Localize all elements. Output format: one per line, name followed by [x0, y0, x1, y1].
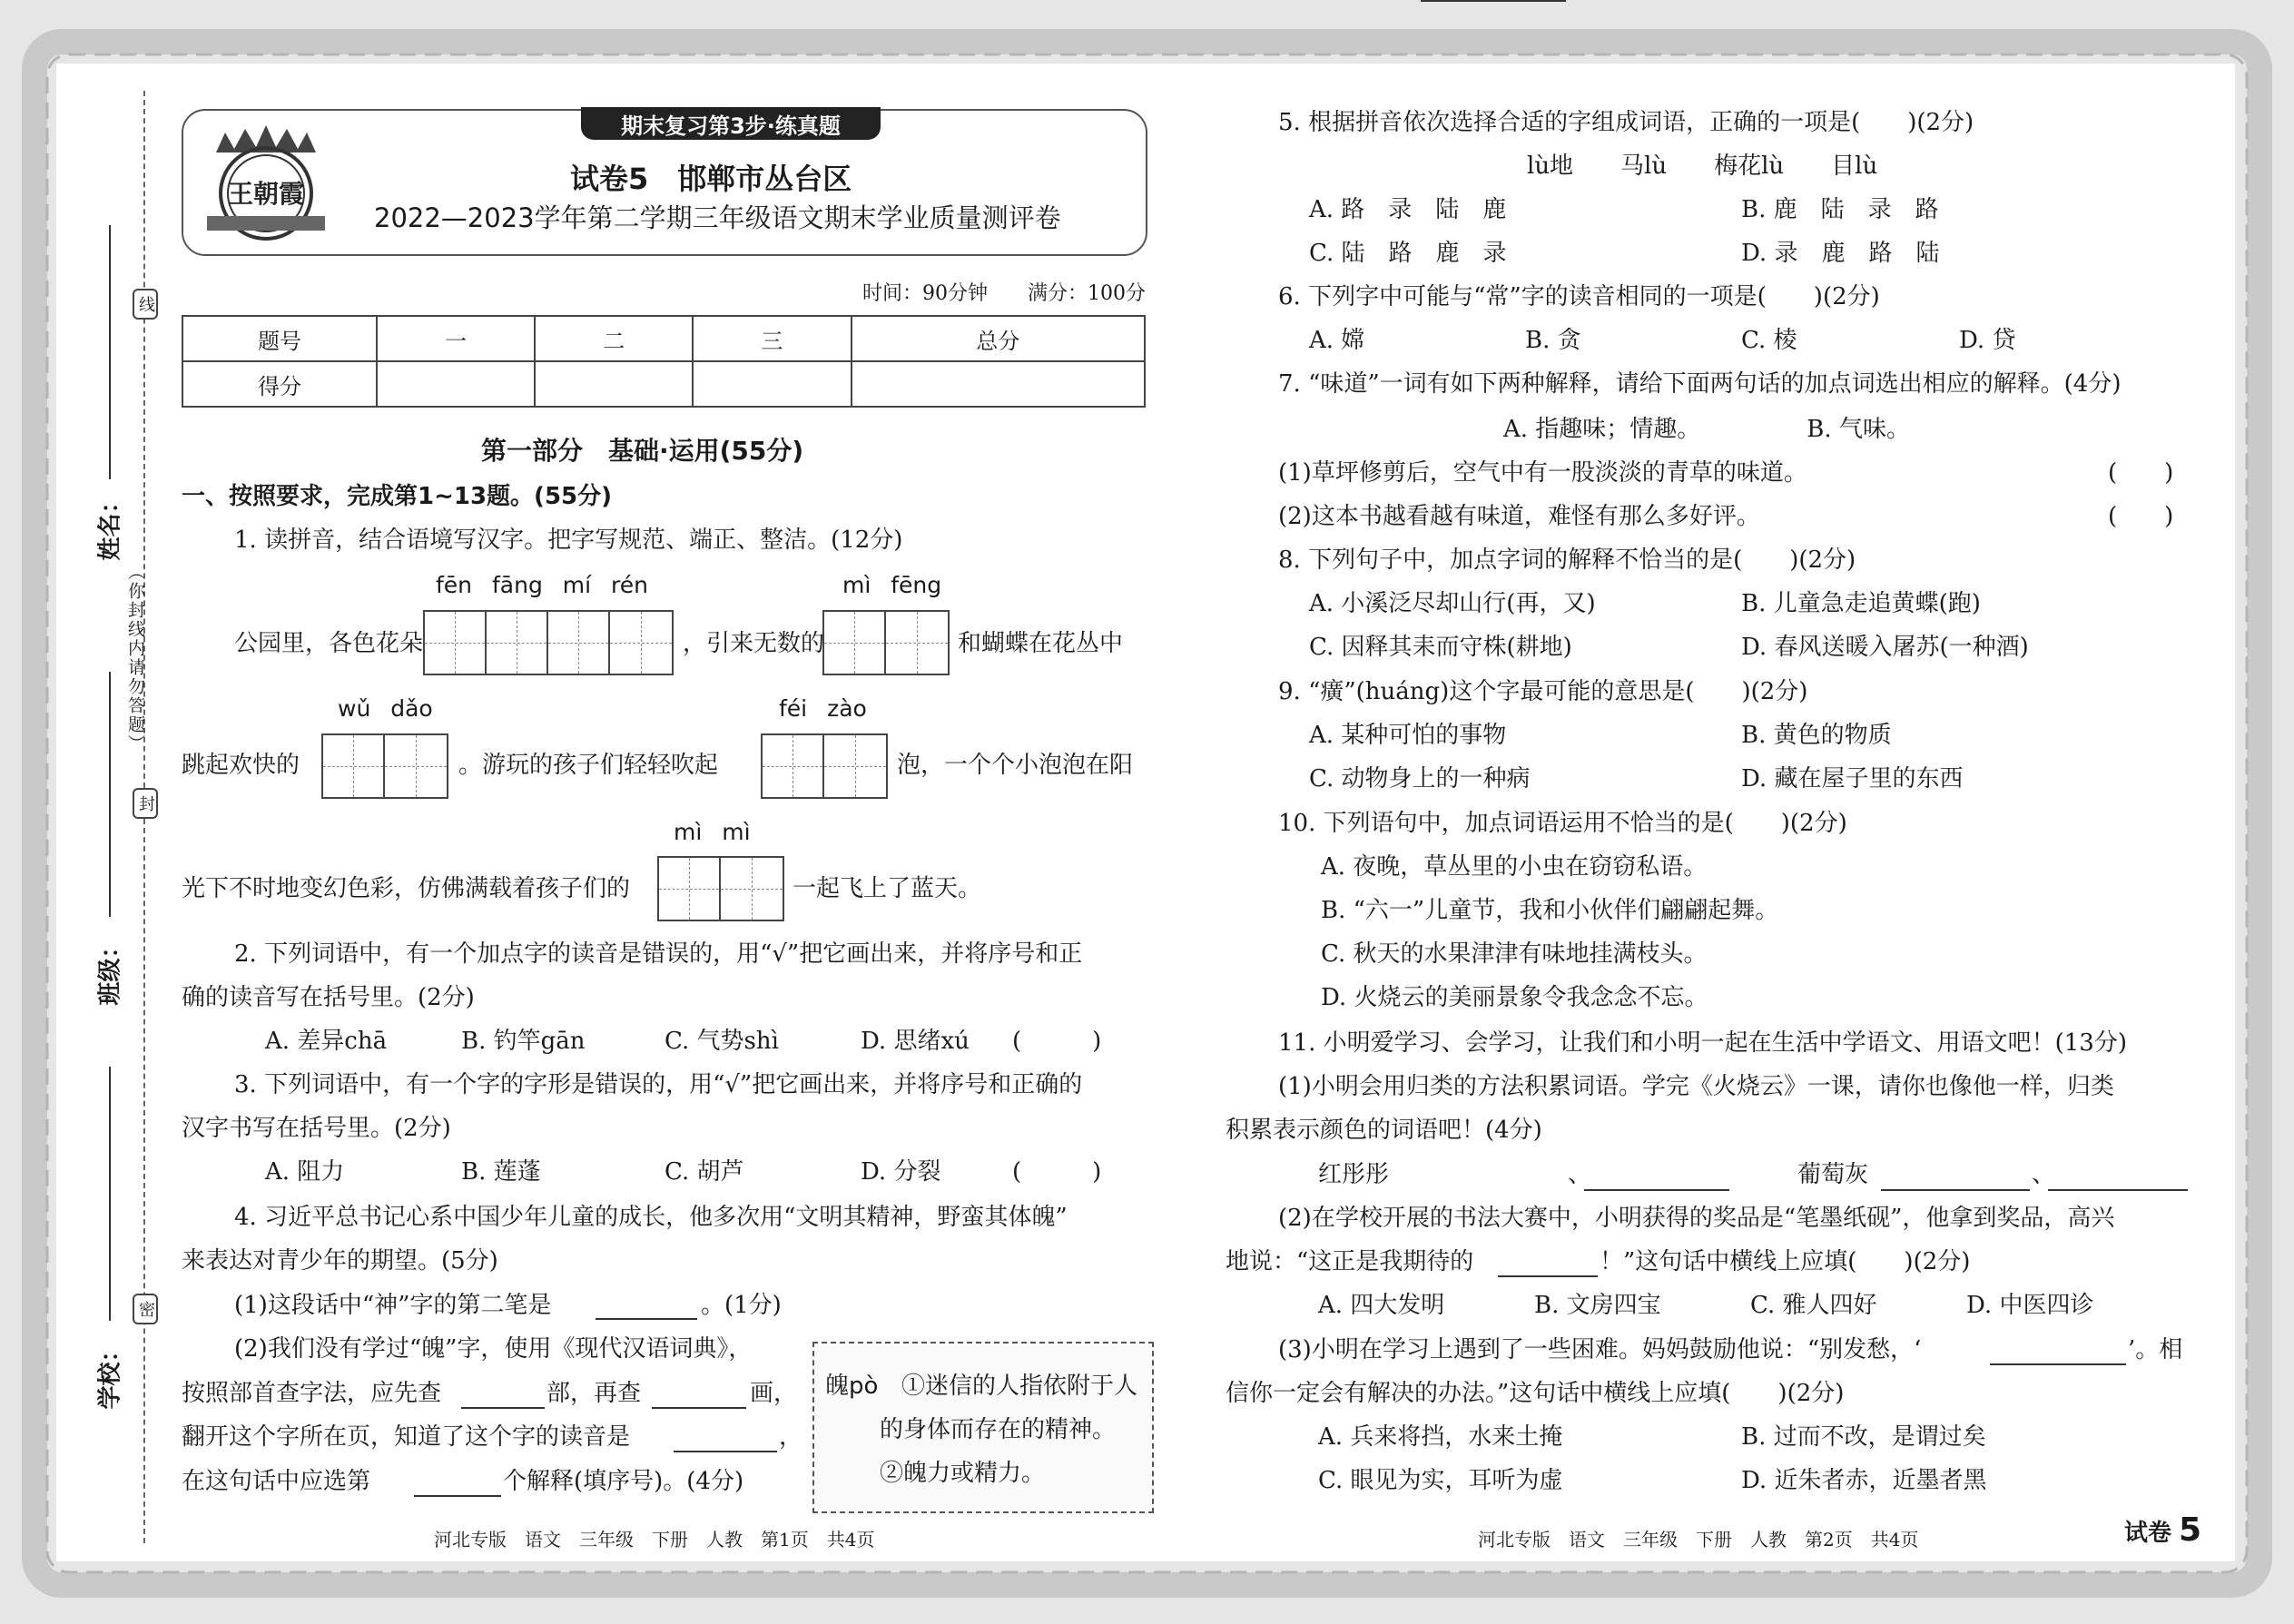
q7-sub1: (1)草坪修剪后，空气中有一股淡淡的青草的味道。: [1278, 459, 1807, 487]
answer-line[interactable]: [674, 1451, 777, 1452]
q7-answer[interactable]: ( ): [2108, 503, 2174, 530]
q11-word: 红彤彤: [1318, 1161, 1390, 1188]
q5-option-a[interactable]: A. 路 录 陆 鹿: [1309, 196, 1507, 223]
q11-2-option-d[interactable]: D. 中医四诊: [1966, 1292, 2094, 1319]
seal-xian: 线: [133, 289, 158, 320]
q11-sub2: ！”这句话中横线上应填( )(2分): [1600, 1248, 1971, 1275]
page-tag: 试卷: [2124, 1520, 2172, 1547]
q9-option-b[interactable]: B. 黄色的物质: [1741, 722, 1892, 749]
q11-sub3: ’。相: [2128, 1336, 2183, 1363]
q8-option-b[interactable]: B. 儿童急走追黄蝶(跑): [1741, 590, 1981, 617]
dict-def: ①迷信的人指依附于人: [901, 1373, 1138, 1400]
q9-stem: 9. “癀”(huáng)这个字最可能的意思是( )(2分): [1278, 678, 1808, 705]
q3-stem: 汉字书写在括号里。(2分): [182, 1115, 451, 1142]
q2-option-b[interactable]: B. 钓竿gān: [461, 1028, 586, 1055]
footer-page2: 河北专版 语文 三年级 下册 人教 第2页 共4页: [1478, 1529, 1919, 1550]
answer-line[interactable]: [1421, 0, 1566, 2]
answer-line[interactable]: [1498, 1275, 1598, 1277]
q4-stem: 来表达对青少年的期望。(5分): [182, 1247, 498, 1275]
score-cell[interactable]: [535, 361, 693, 407]
writing-grid[interactable]: [657, 856, 784, 921]
q8-option-d[interactable]: D. 春风送暖入屠苏(一种酒): [1741, 634, 2029, 661]
q1-pinyin-4: féi zào: [779, 695, 867, 722]
q10-option-c[interactable]: C. 秋天的水果津津有味地挂满枝头。: [1321, 940, 1708, 968]
answer-line[interactable]: [414, 1495, 501, 1497]
q6-option-b[interactable]: B. 贪: [1525, 327, 1581, 354]
q10-option-d[interactable]: D. 火烧云的美丽景象令我念念不忘。: [1321, 984, 1708, 1011]
q11-3-option-a[interactable]: A. 兵来将挡，水来土掩: [1318, 1423, 1563, 1451]
q3-option-a[interactable]: A. 阻力: [265, 1158, 345, 1186]
paper-title: 试卷5 邯郸市丛台区: [570, 162, 852, 196]
q8-stem: 8. 下列句子中，加点字词的解释不恰当的是( )(2分): [1278, 546, 1856, 574]
name-field[interactable]: [109, 225, 111, 479]
answer-line[interactable]: [2048, 1189, 2188, 1191]
q6-option-c[interactable]: C. 棱: [1741, 327, 1797, 354]
seal-feng: 封: [133, 788, 158, 819]
school-label: 学校：: [96, 1338, 124, 1410]
q2-option-c[interactable]: C. 气势shì: [665, 1028, 779, 1055]
q3-option-d[interactable]: D. 分裂: [861, 1158, 941, 1186]
q11-2-option-b[interactable]: B. 文房四宝: [1534, 1292, 1661, 1319]
q10-option-a[interactable]: A. 夜晚，草丛里的小虫在窃窃私语。: [1321, 853, 1708, 881]
writing-grid[interactable]: [822, 610, 950, 675]
writing-grid[interactable]: [761, 733, 888, 799]
q1-text: 泡，一个个小泡泡在阳: [897, 752, 1134, 779]
publisher-logo: [198, 116, 334, 243]
q4-sub2: (2)我们没有学过“魄”字，使用《现代汉语词典》，: [234, 1335, 753, 1363]
answer-line[interactable]: [596, 1318, 697, 1320]
score-cell[interactable]: [693, 361, 851, 407]
paper-subtitle: 2022—2023学年第二学期三年级语文期末学业质量测评卷: [374, 202, 1061, 233]
q11-3-option-d[interactable]: D. 近朱者赤，近墨者黑: [1741, 1467, 1987, 1494]
q5-pinyin: lù地 马lù 梅花lù 目lù: [1527, 153, 1878, 180]
q4-stem: 4. 习近平总书记心系中国少年儿童的成长，他多次用“文明其精神，野蛮其体魄”: [234, 1204, 1068, 1231]
q4-sub1: 。(1分): [701, 1292, 782, 1319]
name-label: 姓名：: [96, 489, 124, 561]
score-row-label: 得分: [182, 361, 377, 407]
q4-sub2: 部，再查: [546, 1380, 642, 1407]
q7-answer[interactable]: ( ): [2108, 459, 2174, 487]
q5-option-d[interactable]: D. 录 鹿 路 陆: [1741, 240, 1940, 267]
q1-text: 公园里，各色花朵: [234, 630, 424, 657]
q7-stem: 7. “味道”一词有如下两种解释，请给下面两句话的加点词选出相应的解释。(4分): [1278, 370, 2122, 398]
q11-sep: 、: [2032, 1161, 2056, 1188]
q11-sub3: (3)小明在学习上遇到了一些困难。妈妈鼓励他说：“别发愁，‘: [1278, 1336, 1922, 1363]
answer-line[interactable]: [1881, 1189, 2030, 1191]
q4-sub1: (1)这段话中“神”字的第二笔是: [234, 1292, 552, 1319]
q10-option-b[interactable]: B. “六一”儿童节，我和小伙伴们翩翩起舞。: [1321, 897, 1779, 924]
q1-pinyin-2: mì fēng: [842, 572, 942, 598]
writing-grid[interactable]: [423, 610, 674, 675]
q9-option-c[interactable]: C. 动物身上的一种病: [1309, 765, 1531, 792]
q3-option-c[interactable]: C. 胡芦: [665, 1158, 744, 1186]
q3-answer[interactable]: ( ): [1012, 1158, 1102, 1186]
dict-def: ②魄力或精力。: [880, 1460, 1046, 1487]
q11-3-option-b[interactable]: B. 过而不改，是谓过矣: [1741, 1423, 1986, 1451]
score-header: 一: [377, 316, 535, 361]
q7-options: A. 指趣味；情趣。 B. 气味。: [1503, 416, 1910, 443]
score-header: 总分: [852, 316, 1145, 361]
answer-line[interactable]: [652, 1407, 746, 1409]
svg-text:王朝霞: 王朝霞: [227, 179, 305, 209]
q5-option-c[interactable]: C. 陆 路 鹿 录: [1309, 240, 1507, 267]
q5-stem: 5. 根据拼音依次选择合适的字组成词语，正确的一项是( )(2分): [1278, 109, 1974, 136]
banner: 期末复习第3步·练真题: [581, 107, 881, 140]
writing-grid[interactable]: [321, 733, 448, 799]
q9-option-a[interactable]: A. 某种可怕的事物: [1309, 722, 1507, 749]
dict-headword: 魄pò: [825, 1373, 879, 1400]
class-label: 班级：: [96, 934, 124, 1006]
q11-sub1: (1)小明会用归类的方法积累词语。学完《火烧云》一课，请你也像他一样，归类: [1278, 1073, 2114, 1100]
q3-stem: 3. 下列词语中，有一个字的字形是错误的，用“√”把它画出来，并将序号和正确的: [234, 1071, 1083, 1098]
q4-sub2: 画，: [750, 1380, 798, 1407]
q11-2-option-c[interactable]: C. 雅人四好: [1750, 1292, 1877, 1319]
part-title: 第一部分 基础·运用(55分): [481, 436, 804, 466]
answer-line[interactable]: [1990, 1363, 2126, 1365]
q1-text: 跳起欢快的: [182, 752, 300, 779]
time-info: 时间：90分钟 满分：100分: [862, 282, 1146, 305]
q11-2-option-a[interactable]: A. 四大发明: [1318, 1292, 1445, 1319]
q1-pinyin-1: fēn fāng mí rén: [436, 572, 648, 598]
score-cell[interactable]: [377, 361, 535, 407]
q1-text: 光下不时地变幻色彩，仿佛满载着孩子们的: [182, 875, 631, 902]
q6-option-d[interactable]: D. 贷: [1959, 327, 2016, 354]
q11-sub1: 积累表示颜色的词语吧！(4分): [1226, 1117, 1542, 1144]
score-header: 三: [693, 316, 851, 361]
dict-def: 的身体而存在的精神。: [880, 1416, 1117, 1443]
footer-page1: 河北专版 语文 三年级 下册 人教 第1页 共4页: [434, 1529, 875, 1550]
q1-stem: 1. 读拼音，结合语境写汉字。把字写规范、端正、整洁。(12分): [234, 527, 903, 554]
answer-line[interactable]: [1584, 1189, 1729, 1191]
score-cell[interactable]: [852, 361, 1145, 407]
class-field[interactable]: [109, 672, 111, 917]
q4-sub2: 翻开这个字所在页，知道了这个字的读音是: [182, 1423, 631, 1451]
q5-option-b[interactable]: B. 鹿 陆 录 路: [1741, 196, 1939, 223]
seal-note: （你封线内请勿答题）: [125, 563, 145, 753]
q11-sep: 、: [1568, 1161, 1592, 1188]
q2-option-d[interactable]: D. 思绪xú: [861, 1028, 970, 1055]
q11-stem: 11. 小明爱学习、会学习，让我们和小明一起在生活中学语文、用语文吧！(13分): [1278, 1029, 2127, 1057]
q4-sub2: 在这句话中应选第: [182, 1468, 371, 1495]
q9-option-d[interactable]: D. 藏在屋子里的东西: [1741, 765, 1964, 792]
q8-option-c[interactable]: C. 因释其耒而守株(耕地): [1309, 634, 1572, 661]
score-header: 题号: [182, 316, 377, 361]
q2-stem: 2. 下列词语中，有一个加点字的读音是错误的，用“√”把它画出来，并将序号和正: [234, 940, 1083, 968]
q4-sub2: 按照部首查字法，应先查: [182, 1380, 442, 1407]
q4-sub2: 个解释(填序号)。(4分): [503, 1468, 744, 1495]
q4-sub2: ，: [779, 1423, 803, 1451]
q11-sub3: 信你一定会有解决的办法。”这句话中横线上应填( )(2分): [1226, 1380, 1845, 1407]
q1-text: 和蝴蝶在花丛中: [958, 630, 1124, 657]
q6-option-a[interactable]: A. 嫦: [1309, 327, 1365, 354]
q11-word: 葡萄灰: [1797, 1161, 1869, 1188]
q6-stem: 6. 下列字中可能与“常”字的读音相同的一项是( )(2分): [1278, 283, 1880, 310]
q11-sub2: 地说：“这正是我期待的: [1226, 1248, 1474, 1275]
q1-pinyin-3: wǔ dǎo: [338, 695, 433, 722]
answer-line[interactable]: [461, 1407, 545, 1409]
q8-option-a[interactable]: A. 小溪泛尽却山行(再，又): [1309, 590, 1596, 617]
q2-answer[interactable]: ( ): [1012, 1028, 1102, 1055]
score-header: 二: [535, 316, 693, 361]
q2-stem: 确的读音写在括号里。(2分): [182, 984, 475, 1011]
q1-text: ，引来无数的: [683, 630, 825, 657]
q10-stem: 10. 下列语句中，加点词语运用不恰当的是( )(2分): [1278, 810, 1847, 837]
dictionary-card: [812, 1342, 1154, 1513]
q2-option-a[interactable]: A. 差异chā: [265, 1028, 388, 1055]
q11-sub2: (2)在学校开展的书法大赛中，小明获得的奖品是“笔墨纸砚”，他拿到奖品，高兴: [1278, 1205, 2115, 1232]
q7-sub2: (2)这本书越看越有味道，难怪有那么多好评。: [1278, 503, 1760, 530]
q1-text: 一起飞上了蓝天。: [793, 875, 982, 902]
q1-text: 。游玩的孩子们轻轻吹起: [458, 752, 719, 779]
q11-3-option-c[interactable]: C. 眼见为实，耳听为虚: [1318, 1467, 1563, 1494]
page-number: 5: [2179, 1511, 2202, 1549]
q3-option-b[interactable]: B. 莲蓬: [461, 1158, 541, 1186]
section-title: 一、按照要求，完成第1~13题。(55分): [182, 483, 613, 510]
score-table: [182, 315, 1146, 408]
q1-pinyin-5: mì mì: [674, 819, 751, 845]
seal-mi: 密: [133, 1294, 158, 1324]
school-field[interactable]: [109, 1067, 111, 1321]
